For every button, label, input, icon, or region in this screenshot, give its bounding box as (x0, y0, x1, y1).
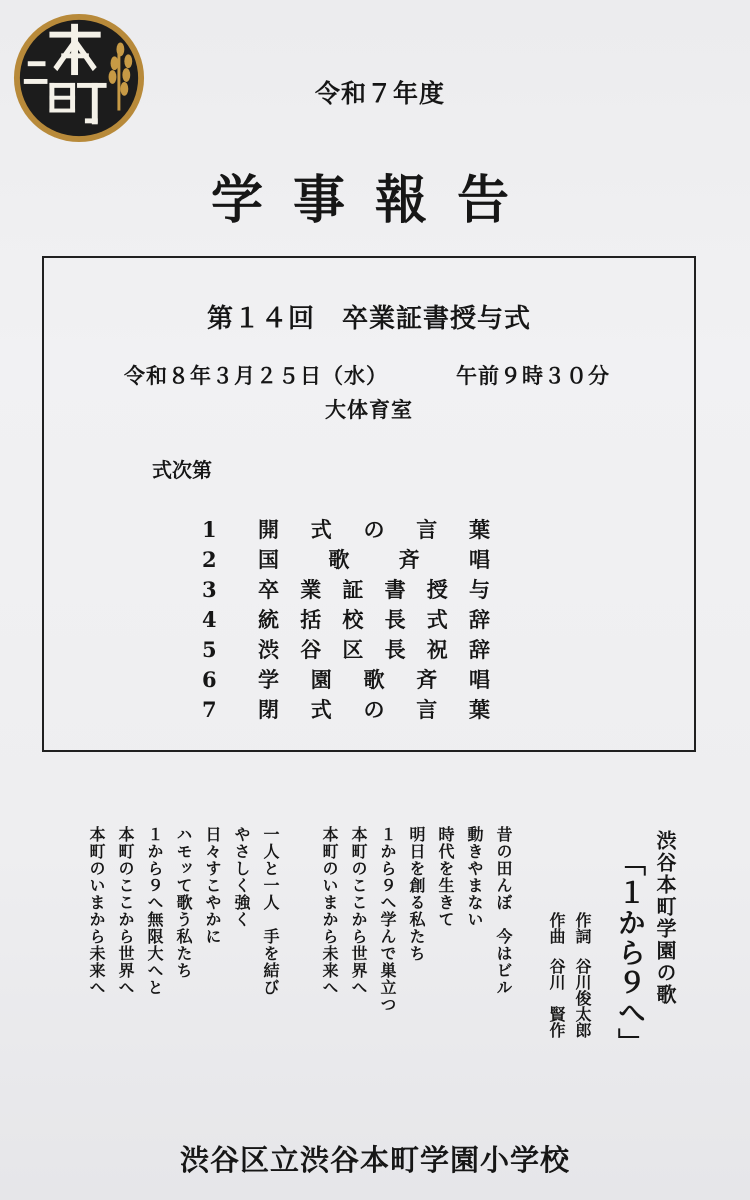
ceremony-venue: 大体育室 (325, 397, 413, 422)
program-item (202, 634, 502, 664)
program-item (202, 664, 502, 694)
lyric-line: 明日を創る私たち (407, 826, 426, 962)
lyric-line: 本町のいまから未来へ (320, 826, 339, 996)
lyric-line: 時代を生きて (436, 826, 455, 928)
program-item-number: 5 (202, 636, 217, 662)
program-item (202, 514, 502, 544)
program-item-label: 卒 業 証 書 授 与 (258, 577, 490, 602)
program-item-label: 統 括 校 長 式 辞 (258, 607, 490, 632)
song-lyrics (82, 826, 518, 1036)
lyricist-label: 作詞 (573, 912, 592, 944)
lyric-line: 昔の田んぼ 今はビル (494, 826, 513, 996)
program-item-number: 6 (202, 666, 217, 692)
lyric-line: １から９へ無限大へと (145, 826, 164, 996)
school-emblem-logo (10, 10, 148, 146)
program-item-number: 3 (202, 576, 217, 602)
lyric-line: １から９へ学んで巣立つ (378, 826, 397, 1013)
program-item-number: 4 (202, 606, 217, 632)
lyric-line: 一人と一人 手を結び (261, 826, 280, 996)
composer-label: 作曲 (547, 912, 566, 944)
lyric-line: 日々すこやかに (203, 826, 222, 945)
lyric-line: 本町のここから世界へ (349, 826, 368, 996)
program-item-label: 国 歌 斉 唱 (258, 547, 490, 572)
program-item-label: 学 園 歌 斉 唱 (258, 667, 490, 692)
ceremony-time: 午前９時３０分 (456, 363, 610, 388)
school-name: 渋谷区立渋谷本町学園小学校 (179, 1143, 570, 1177)
program-item-number: 1 (202, 516, 217, 542)
song-name: 「１から９へ」 (614, 848, 647, 1058)
lyric-line: 動きやまない (465, 826, 484, 928)
program-item-number: 2 (202, 546, 217, 572)
lyricist-credit (571, 912, 594, 1038)
lyric-line: やさしく強く (232, 826, 251, 928)
document-title: 学事報告 (210, 170, 539, 231)
fiscal-year: 令和７年度 (314, 79, 445, 108)
lyric-line: 本町のここから世界へ (116, 826, 135, 996)
composer-credit (545, 912, 568, 1038)
program-item-label: 開 式 の 言 葉 (258, 517, 490, 542)
ceremony-date: 令和８年３月２５日（水） (124, 363, 388, 388)
program-item-label: 渋 谷 区 長 祝 辞 (258, 637, 490, 662)
ceremony-title: 第１４回 卒業証書授与式 (206, 304, 531, 334)
program-item-label: 閉 式 の 言 葉 (258, 697, 490, 722)
program-item (202, 574, 502, 604)
program-list (202, 514, 502, 724)
ceremony-info-box (42, 256, 696, 752)
lyric-line: ハモッて歌う私たち (174, 826, 193, 979)
program-heading: 式次第 (152, 458, 212, 482)
program-item (202, 694, 502, 724)
program-item (202, 544, 502, 574)
song-heading: 渋谷本町学園の歌 (653, 830, 677, 1006)
program-item-number: 7 (202, 696, 217, 722)
lyric-line: 本町のいまから未来へ (87, 826, 106, 996)
composer-name: 谷川 賢作 (547, 958, 566, 1038)
program-item (202, 604, 502, 634)
lyricist-name: 谷川俊太郎 (573, 958, 592, 1038)
